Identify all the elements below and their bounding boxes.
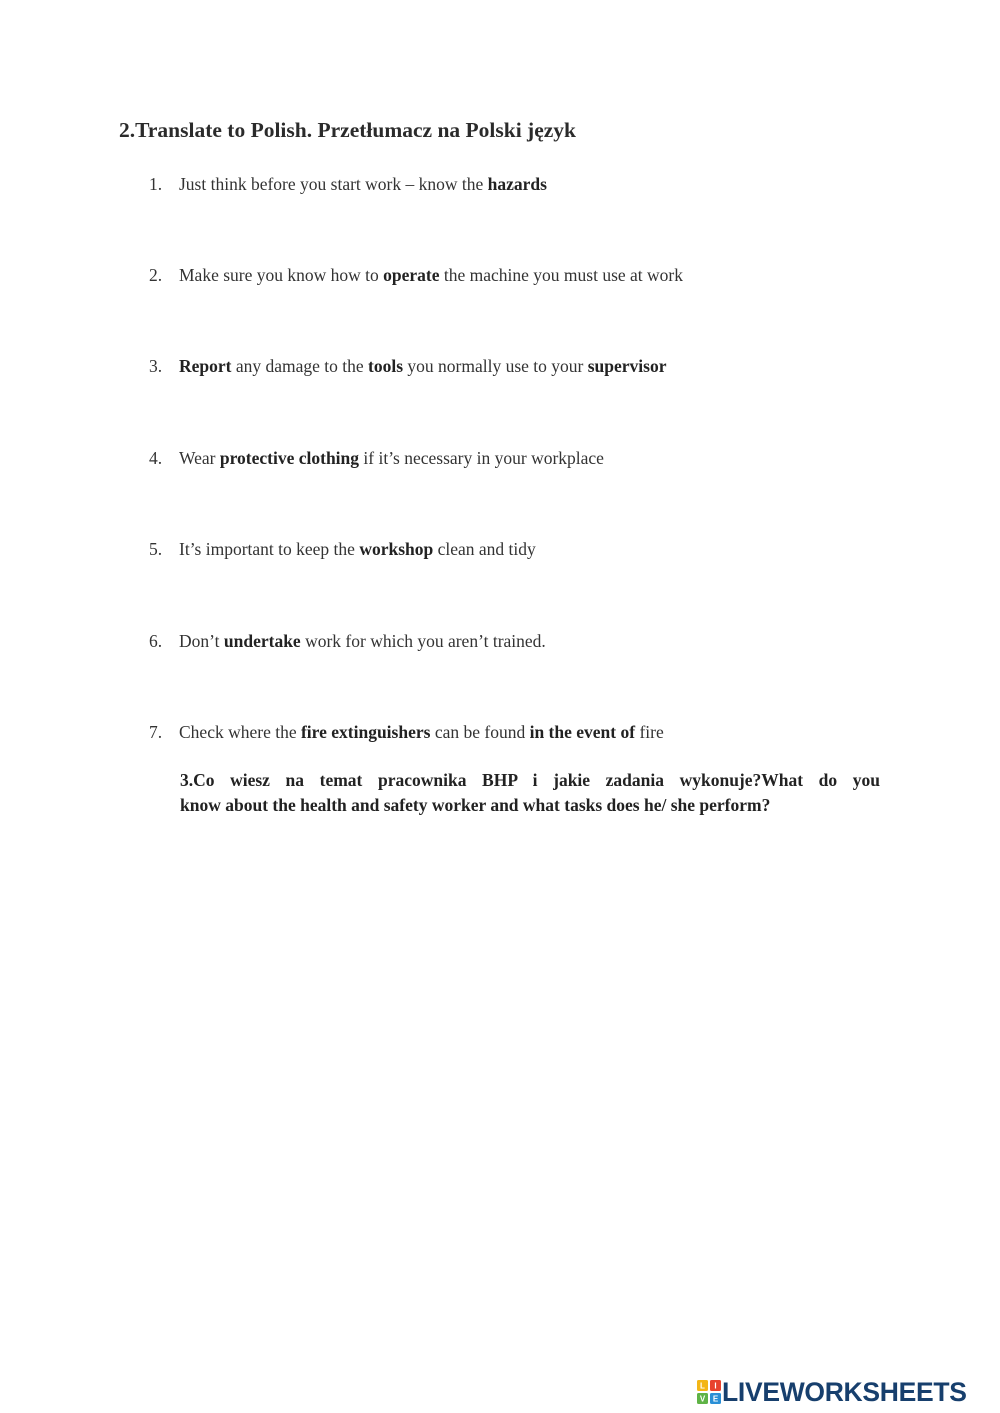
list-item-number: 3. [149, 356, 163, 376]
question-3-line-2: know about the health and safety worker and what tasks does he/ she perform? [180, 795, 771, 815]
bold-keyword: workshop [359, 539, 434, 559]
text-segment: It’s important to keep the [179, 539, 360, 559]
list-item-text [179, 719, 664, 745]
bold-keyword: hazards [487, 174, 547, 194]
text-segment: Wear [179, 448, 220, 468]
svg-text:E: E [712, 1394, 719, 1404]
liveworksheets-logo-mark-icon [697, 1380, 721, 1404]
question-3-line-1: 3.Co wiesz na temat pracownika BHP i jakie zadania wykonuje?What do you [180, 770, 880, 790]
liveworksheets-logo[interactable] [697, 1377, 997, 1407]
text-segment: Just think before you start work – know the [179, 174, 488, 194]
text-segment: can be found [430, 722, 530, 742]
list-item [149, 719, 909, 745]
text-segment: work for which you aren’t trained. [300, 631, 546, 651]
list-item [149, 536, 909, 562]
text-segment: Check where the [179, 722, 301, 742]
bold-keyword: in the event of [529, 722, 636, 742]
list-item-text [179, 353, 667, 379]
list-item-text [179, 536, 536, 562]
list-item [149, 171, 909, 197]
question-3 [180, 768, 880, 818]
list-item [149, 353, 909, 379]
list-item-number: 1. [149, 174, 163, 194]
text-segment: if it’s necessary in your workplace [359, 448, 604, 468]
list-item-text [179, 628, 546, 654]
text-segment: Don’t [179, 631, 224, 651]
list-item [149, 628, 909, 654]
text-segment: any damage to the [231, 356, 369, 376]
list-item-number: 4. [149, 448, 163, 468]
list-item-number: 2. [149, 265, 163, 285]
text-segment: clean and tidy [433, 539, 536, 559]
bold-keyword: tools [368, 356, 404, 376]
list-item-text [179, 262, 683, 288]
bold-keyword: Report [179, 356, 232, 376]
list-item [149, 262, 909, 288]
liveworksheets-logo-text: LIVEWORKSHEETS [722, 1377, 967, 1407]
text-segment: fire [635, 722, 664, 742]
list-item-text [179, 445, 604, 471]
bold-keyword: operate [383, 265, 440, 285]
list-item-number: 6. [149, 631, 163, 651]
text-segment: the machine you must use at work [439, 265, 684, 285]
list-item-text [179, 171, 547, 197]
bold-keyword: fire extinguishers [300, 722, 431, 742]
bold-keyword: undertake [223, 631, 301, 651]
list-item-number: 7. [149, 722, 163, 742]
bold-keyword: protective clothing [219, 448, 360, 468]
section-heading: 2.Translate to Polish. Przetłumacz na Polski język [119, 118, 577, 142]
svg-text:L: L [700, 1381, 705, 1391]
text-segment: you normally use to your [403, 356, 588, 376]
text-segment: Make sure you know how to [179, 265, 384, 285]
svg-text:I: I [714, 1381, 717, 1391]
list-item-number: 5. [149, 539, 163, 559]
bold-keyword: supervisor [587, 356, 667, 376]
svg-text:V: V [699, 1394, 706, 1404]
list-item [149, 445, 909, 471]
